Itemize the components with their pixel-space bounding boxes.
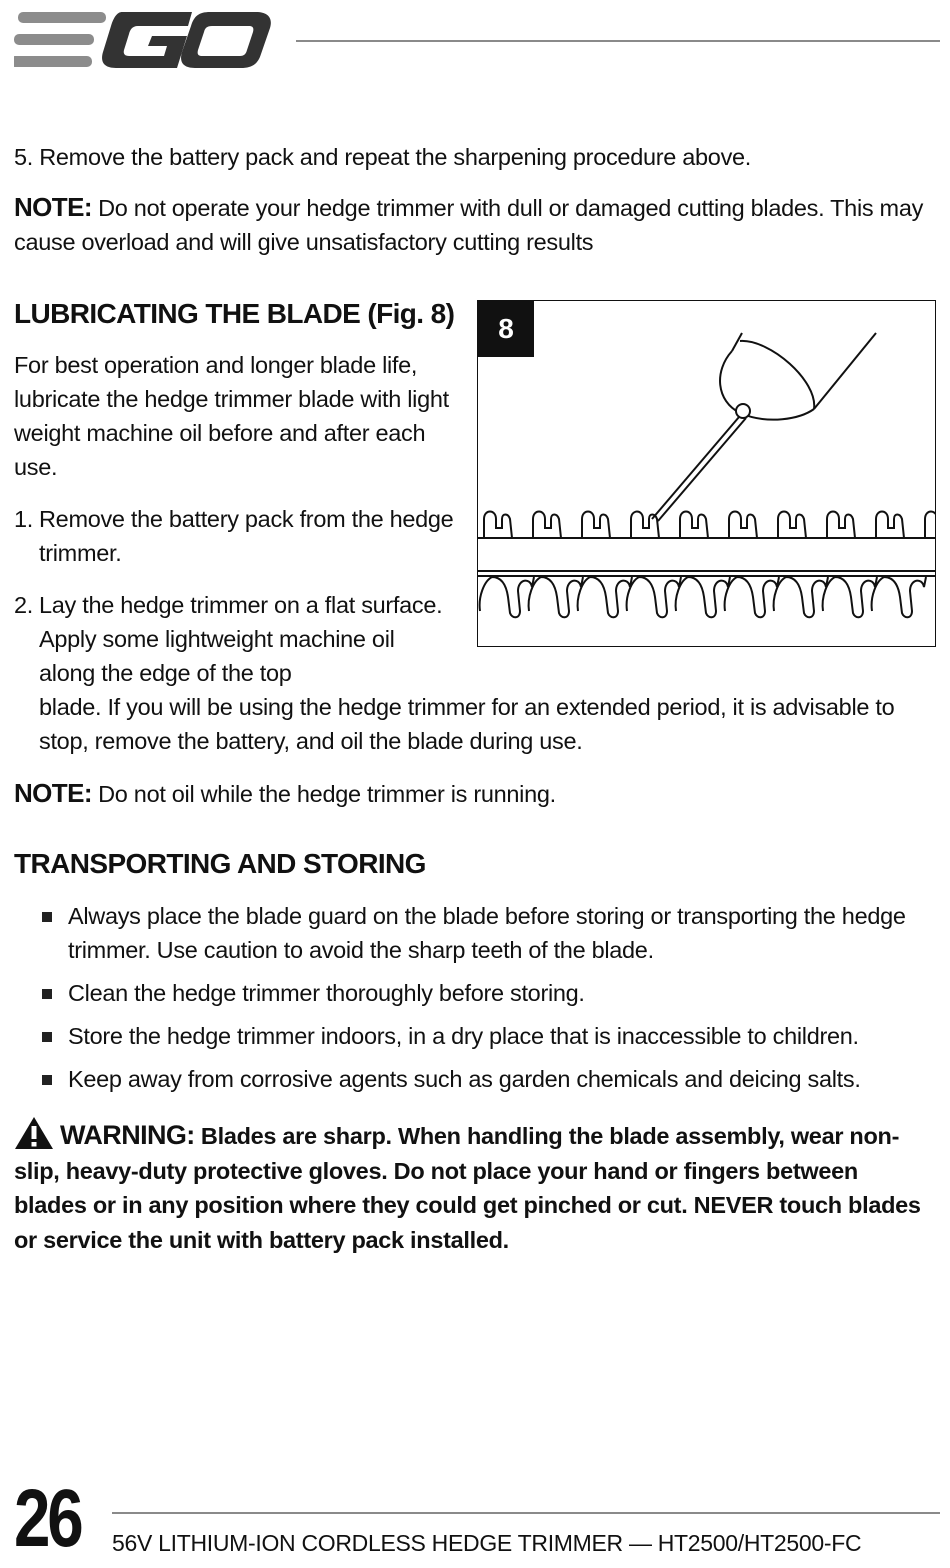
list-item [40, 1019, 940, 1053]
bullet-text: Store the hedge trimmer indoors, in a dry place that is inaccessible to children. [68, 1023, 859, 1049]
note-text: Do not oil while the hedge trimmer is running. [98, 781, 556, 807]
warning-text: Blades are sharp. When handling the blade assembly, wear non-slip, heavy-duty protective gloves. Do not place your hand or fingers between blades or in any position where they could get pinched or cut. NEVER touch blades or service the unit with battery pack installed. [14, 1123, 921, 1253]
lubricating-intro: For best operation and longer blade life, lubricate the hedge trimmer blade with light weight machine oil before and after each use. [14, 352, 449, 480]
bullet-text: Always place the blade guard on the blade before storing or transporting the hedge trimmer. Use caution to avoid the sharp teeth of the blade. [68, 903, 906, 963]
warning-triangle-icon [14, 1116, 54, 1150]
step-text: Remove the battery pack and repeat the sharpening procedure above. [39, 144, 752, 170]
bullet-square-icon [42, 989, 52, 999]
list-item [40, 899, 940, 967]
bullet-square-icon [42, 1032, 52, 1042]
step-text-part-b: blade. If you will be using the hedge trimmer for an extended period, it is advisable to stop, remove the battery, and oil the blade during use. [39, 694, 895, 754]
footer-rule [112, 1512, 940, 1514]
step-text: Remove the battery pack from the hedge trimmer. [39, 506, 454, 566]
list-item [40, 976, 940, 1010]
step-number: 5. [14, 144, 33, 170]
step-number: 2. [14, 592, 33, 618]
ego-logo [14, 10, 272, 72]
warning-block [14, 1116, 934, 1257]
section-heading-lubricating: LUBRICATING THE BLADE (Fig. 8) [14, 298, 455, 329]
lubricating-steps-1 [14, 502, 454, 570]
list-item [14, 502, 454, 570]
warning-label: WARNING: [60, 1120, 195, 1150]
bullet-text: Keep away from corrosive agents such as garden chemicals and deicing salts. [68, 1066, 861, 1092]
note-label: NOTE: [14, 192, 92, 222]
header-rule [296, 40, 940, 42]
step-text-part-a: Lay the hedge trimmer on a flat surface. Apply some lightweight machine oil along the edge of the top [39, 592, 443, 686]
page-number: 26 [14, 1473, 81, 1564]
oil-can-on-blade-illustration [478, 301, 936, 647]
bullet-text: Clean the hedge trimmer thoroughly before storing. [68, 980, 585, 1006]
section-heading-transporting: TRANSPORTING AND STORING [14, 848, 426, 879]
note-dull-blades [14, 190, 934, 259]
step-number: 1. [14, 506, 33, 532]
bullet-square-icon [42, 1075, 52, 1085]
note-text: Do not operate your hedge trimmer with dull or damaged cutting blades. This may cause overload and will give unsatisfactory cutting results [14, 195, 924, 255]
sharpening-step-5 [14, 140, 751, 174]
transporting-bullets [40, 899, 940, 1105]
bullet-square-icon [42, 912, 52, 922]
list-item [40, 1062, 940, 1096]
note-label: NOTE: [14, 778, 92, 808]
note-do-not-oil-running [14, 776, 556, 811]
figure-number-badge: 8 [478, 301, 534, 357]
footer-title: 56V LITHIUM-ION CORDLESS HEDGE TRIMMER — HT2500/HT2500-FC [112, 1530, 862, 1556]
figure-8 [477, 300, 936, 647]
